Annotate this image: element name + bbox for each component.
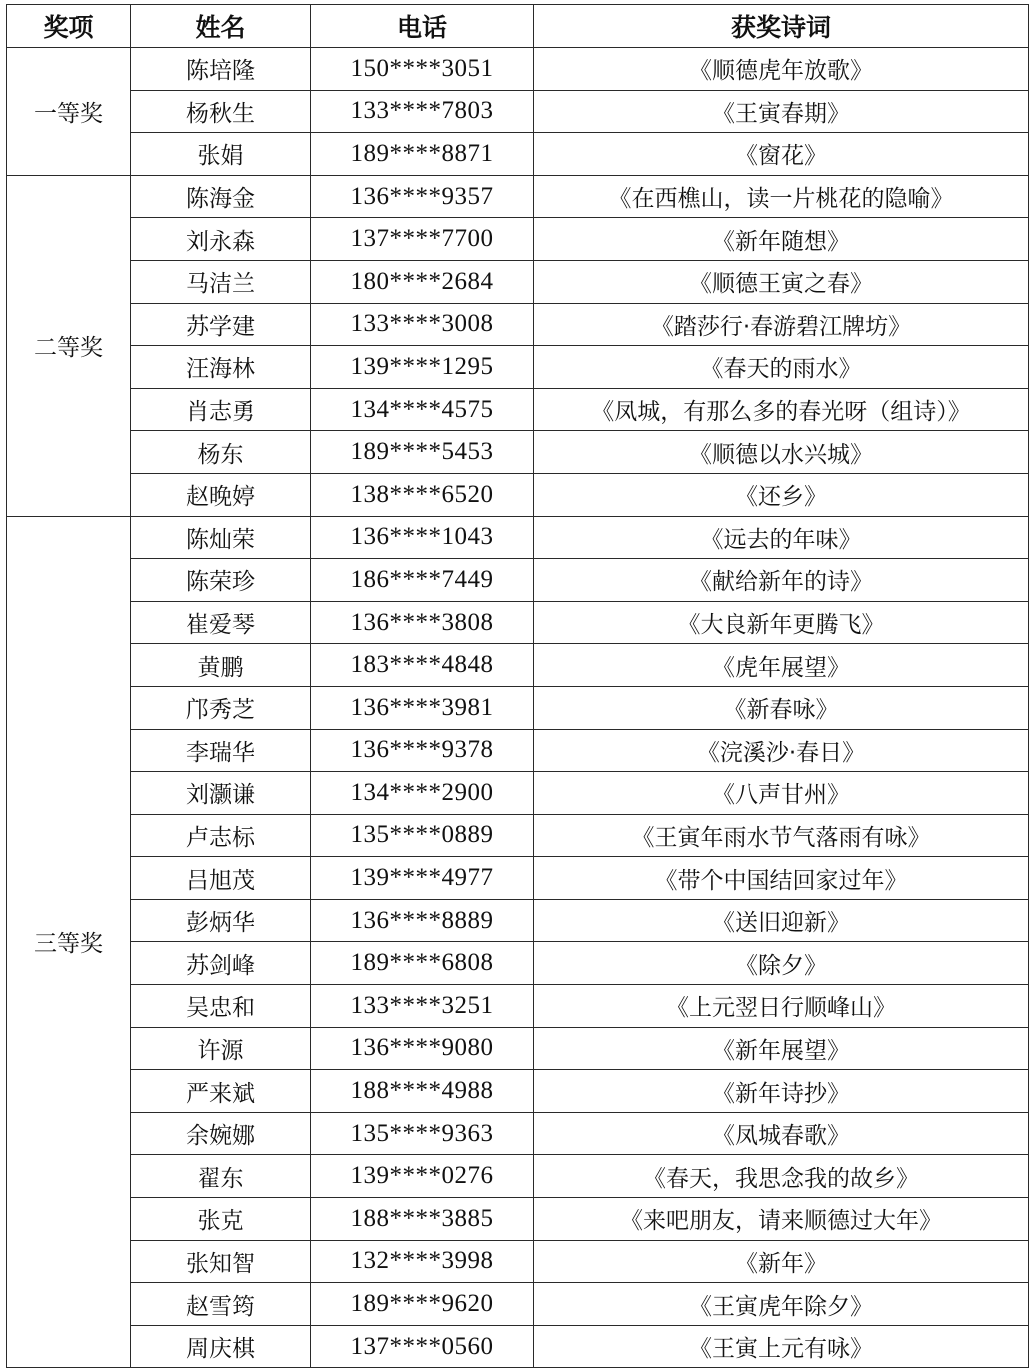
table-row — [7, 473, 1029, 516]
winner-name-cell: 李瑞华 — [131, 729, 311, 772]
header-phone: 电话 — [311, 5, 534, 48]
prize-level-cell: 一等奖 — [7, 48, 131, 176]
phone-cell: 135****0889 — [311, 814, 534, 857]
table-row — [7, 516, 1029, 559]
table-row — [7, 559, 1029, 602]
phone-cell: 138****6520 — [311, 473, 534, 516]
phone-cell: 137****7700 — [311, 218, 534, 261]
table-row — [7, 729, 1029, 772]
poem-title-cell: 《新年随想》 — [534, 218, 1029, 261]
phone-cell: 189****9620 — [311, 1283, 534, 1326]
table-row — [7, 899, 1029, 942]
phone-cell: 189****5453 — [311, 431, 534, 474]
poem-title-cell: 《远去的年味》 — [534, 516, 1029, 559]
poem-title-cell: 《还乡》 — [534, 473, 1029, 516]
winner-name-cell: 吴忠和 — [131, 985, 311, 1028]
winner-name-cell: 杨东 — [131, 431, 311, 474]
winner-name-cell: 张知智 — [131, 1240, 311, 1283]
table-row — [7, 303, 1029, 346]
poem-title-cell: 《王寅春期》 — [534, 90, 1029, 133]
poem-title-cell: 《王寅年雨水节气落雨有咏》 — [534, 814, 1029, 857]
winner-name-cell: 彭炳华 — [131, 899, 311, 942]
poem-title-cell: 《春天的雨水》 — [534, 346, 1029, 389]
phone-cell: 139****0276 — [311, 1155, 534, 1198]
phone-cell: 150****3051 — [311, 48, 534, 91]
winner-name-cell: 翟东 — [131, 1155, 311, 1198]
table-row — [7, 260, 1029, 303]
poem-title-cell: 《新春咏》 — [534, 686, 1029, 729]
phone-cell: 134****2900 — [311, 772, 534, 815]
phone-cell: 134****4575 — [311, 388, 534, 431]
prize-level-cell: 二等奖 — [7, 175, 131, 516]
phone-cell: 186****7449 — [311, 559, 534, 602]
table-row — [7, 1325, 1029, 1368]
poem-title-cell: 《虎年展望》 — [534, 644, 1029, 687]
poem-title-cell: 《除夕》 — [534, 942, 1029, 985]
poem-title-cell: 《新年诗抄》 — [534, 1070, 1029, 1113]
award-winners-table — [6, 4, 1029, 1368]
winner-name-cell: 苏剑峰 — [131, 942, 311, 985]
winner-name-cell: 汪海林 — [131, 346, 311, 389]
table-row — [7, 814, 1029, 857]
phone-cell: 136****9378 — [311, 729, 534, 772]
table-row — [7, 175, 1029, 218]
winner-name-cell: 陈灿荣 — [131, 516, 311, 559]
poem-title-cell: 《王寅上元有咏》 — [534, 1325, 1029, 1368]
winner-name-cell: 陈海金 — [131, 175, 311, 218]
header-row — [7, 5, 1029, 48]
table-row — [7, 1027, 1029, 1070]
poem-title-cell: 《献给新年的诗》 — [534, 559, 1029, 602]
table-row — [7, 1240, 1029, 1283]
phone-cell: 136****3981 — [311, 686, 534, 729]
poem-title-cell: 《来吧朋友，请来顺德过大年》 — [534, 1198, 1029, 1241]
table-row — [7, 1198, 1029, 1241]
winner-name-cell: 张娟 — [131, 133, 311, 176]
poem-title-cell: 《新年》 — [534, 1240, 1029, 1283]
prize-level-cell: 三等奖 — [7, 516, 131, 1368]
table-row — [7, 1070, 1029, 1113]
winner-name-cell: 杨秋生 — [131, 90, 311, 133]
phone-cell: 188****4988 — [311, 1070, 534, 1113]
poem-title-cell: 《新年展望》 — [534, 1027, 1029, 1070]
phone-cell: 189****6808 — [311, 942, 534, 985]
poem-title-cell: 《王寅虎年除夕》 — [534, 1283, 1029, 1326]
poem-title-cell: 《踏莎行·春游碧江牌坊》 — [534, 303, 1029, 346]
table-row — [7, 388, 1029, 431]
phone-cell: 133****3251 — [311, 985, 534, 1028]
winner-name-cell: 陈荣珍 — [131, 559, 311, 602]
winner-name-cell: 卢志标 — [131, 814, 311, 857]
phone-cell: 136****9080 — [311, 1027, 534, 1070]
table-row — [7, 686, 1029, 729]
table-row — [7, 772, 1029, 815]
poem-title-cell: 《凤城春歌》 — [534, 1112, 1029, 1155]
winner-name-cell: 许源 — [131, 1027, 311, 1070]
winner-name-cell: 马洁兰 — [131, 260, 311, 303]
phone-cell: 132****3998 — [311, 1240, 534, 1283]
winner-name-cell: 陈培隆 — [131, 48, 311, 91]
phone-cell: 133****3008 — [311, 303, 534, 346]
winner-name-cell: 黄鹏 — [131, 644, 311, 687]
winner-name-cell: 崔爱琴 — [131, 601, 311, 644]
winner-name-cell: 苏学建 — [131, 303, 311, 346]
poem-title-cell: 《送旧迎新》 — [534, 899, 1029, 942]
phone-cell: 136****1043 — [311, 516, 534, 559]
phone-cell: 135****9363 — [311, 1112, 534, 1155]
poem-title-cell: 《春天，我思念我的故乡》 — [534, 1155, 1029, 1198]
poem-title-cell: 《上元翌日行顺峰山》 — [534, 985, 1029, 1028]
header-name: 姓名 — [131, 5, 311, 48]
table-row — [7, 48, 1029, 91]
poem-title-cell: 《顺德虎年放歌》 — [534, 48, 1029, 91]
table-row — [7, 1283, 1029, 1326]
table-row — [7, 431, 1029, 474]
table-row — [7, 1112, 1029, 1155]
winner-name-cell: 吕旭茂 — [131, 857, 311, 900]
table-row — [7, 857, 1029, 900]
poem-title-cell: 《窗花》 — [534, 133, 1029, 176]
table-row — [7, 1155, 1029, 1198]
poem-title-cell: 《八声甘州》 — [534, 772, 1029, 815]
phone-cell: 189****8871 — [311, 133, 534, 176]
phone-cell: 180****2684 — [311, 260, 534, 303]
winner-name-cell: 赵晚婷 — [131, 473, 311, 516]
poem-title-cell: 《浣溪沙·春日》 — [534, 729, 1029, 772]
poem-title-cell: 《在西樵山，读一片桃花的隐喻》 — [534, 175, 1029, 218]
winner-name-cell: 周庆棋 — [131, 1325, 311, 1368]
phone-cell: 133****7803 — [311, 90, 534, 133]
phone-cell: 136****3808 — [311, 601, 534, 644]
table-row — [7, 218, 1029, 261]
winner-name-cell: 余婉娜 — [131, 1112, 311, 1155]
winner-name-cell: 邝秀芝 — [131, 686, 311, 729]
winner-name-cell: 刘灏谦 — [131, 772, 311, 815]
phone-cell: 136****9357 — [311, 175, 534, 218]
winner-name-cell: 张克 — [131, 1198, 311, 1241]
phone-cell: 139****1295 — [311, 346, 534, 389]
table-row — [7, 90, 1029, 133]
table-row — [7, 133, 1029, 176]
table-body — [7, 48, 1029, 1368]
winner-name-cell: 严来斌 — [131, 1070, 311, 1113]
poem-title-cell: 《凤城，有那么多的春光呀（组诗）》 — [534, 388, 1029, 431]
poem-title-cell: 《顺德以水兴城》 — [534, 431, 1029, 474]
winner-name-cell: 肖志勇 — [131, 388, 311, 431]
phone-cell: 137****0560 — [311, 1325, 534, 1368]
phone-cell: 136****8889 — [311, 899, 534, 942]
winner-name-cell: 刘永森 — [131, 218, 311, 261]
poem-title-cell: 《带个中国结回家过年》 — [534, 857, 1029, 900]
table-row — [7, 346, 1029, 389]
header-prize: 奖项 — [7, 5, 131, 48]
phone-cell: 139****4977 — [311, 857, 534, 900]
poem-title-cell: 《大良新年更腾飞》 — [534, 601, 1029, 644]
header-poem: 获奖诗词 — [534, 5, 1029, 48]
table-row — [7, 942, 1029, 985]
phone-cell: 183****4848 — [311, 644, 534, 687]
poem-title-cell: 《顺德王寅之春》 — [534, 260, 1029, 303]
table-row — [7, 644, 1029, 687]
phone-cell: 188****3885 — [311, 1198, 534, 1241]
table-row — [7, 601, 1029, 644]
winner-name-cell: 赵雪筠 — [131, 1283, 311, 1326]
table-row — [7, 985, 1029, 1028]
